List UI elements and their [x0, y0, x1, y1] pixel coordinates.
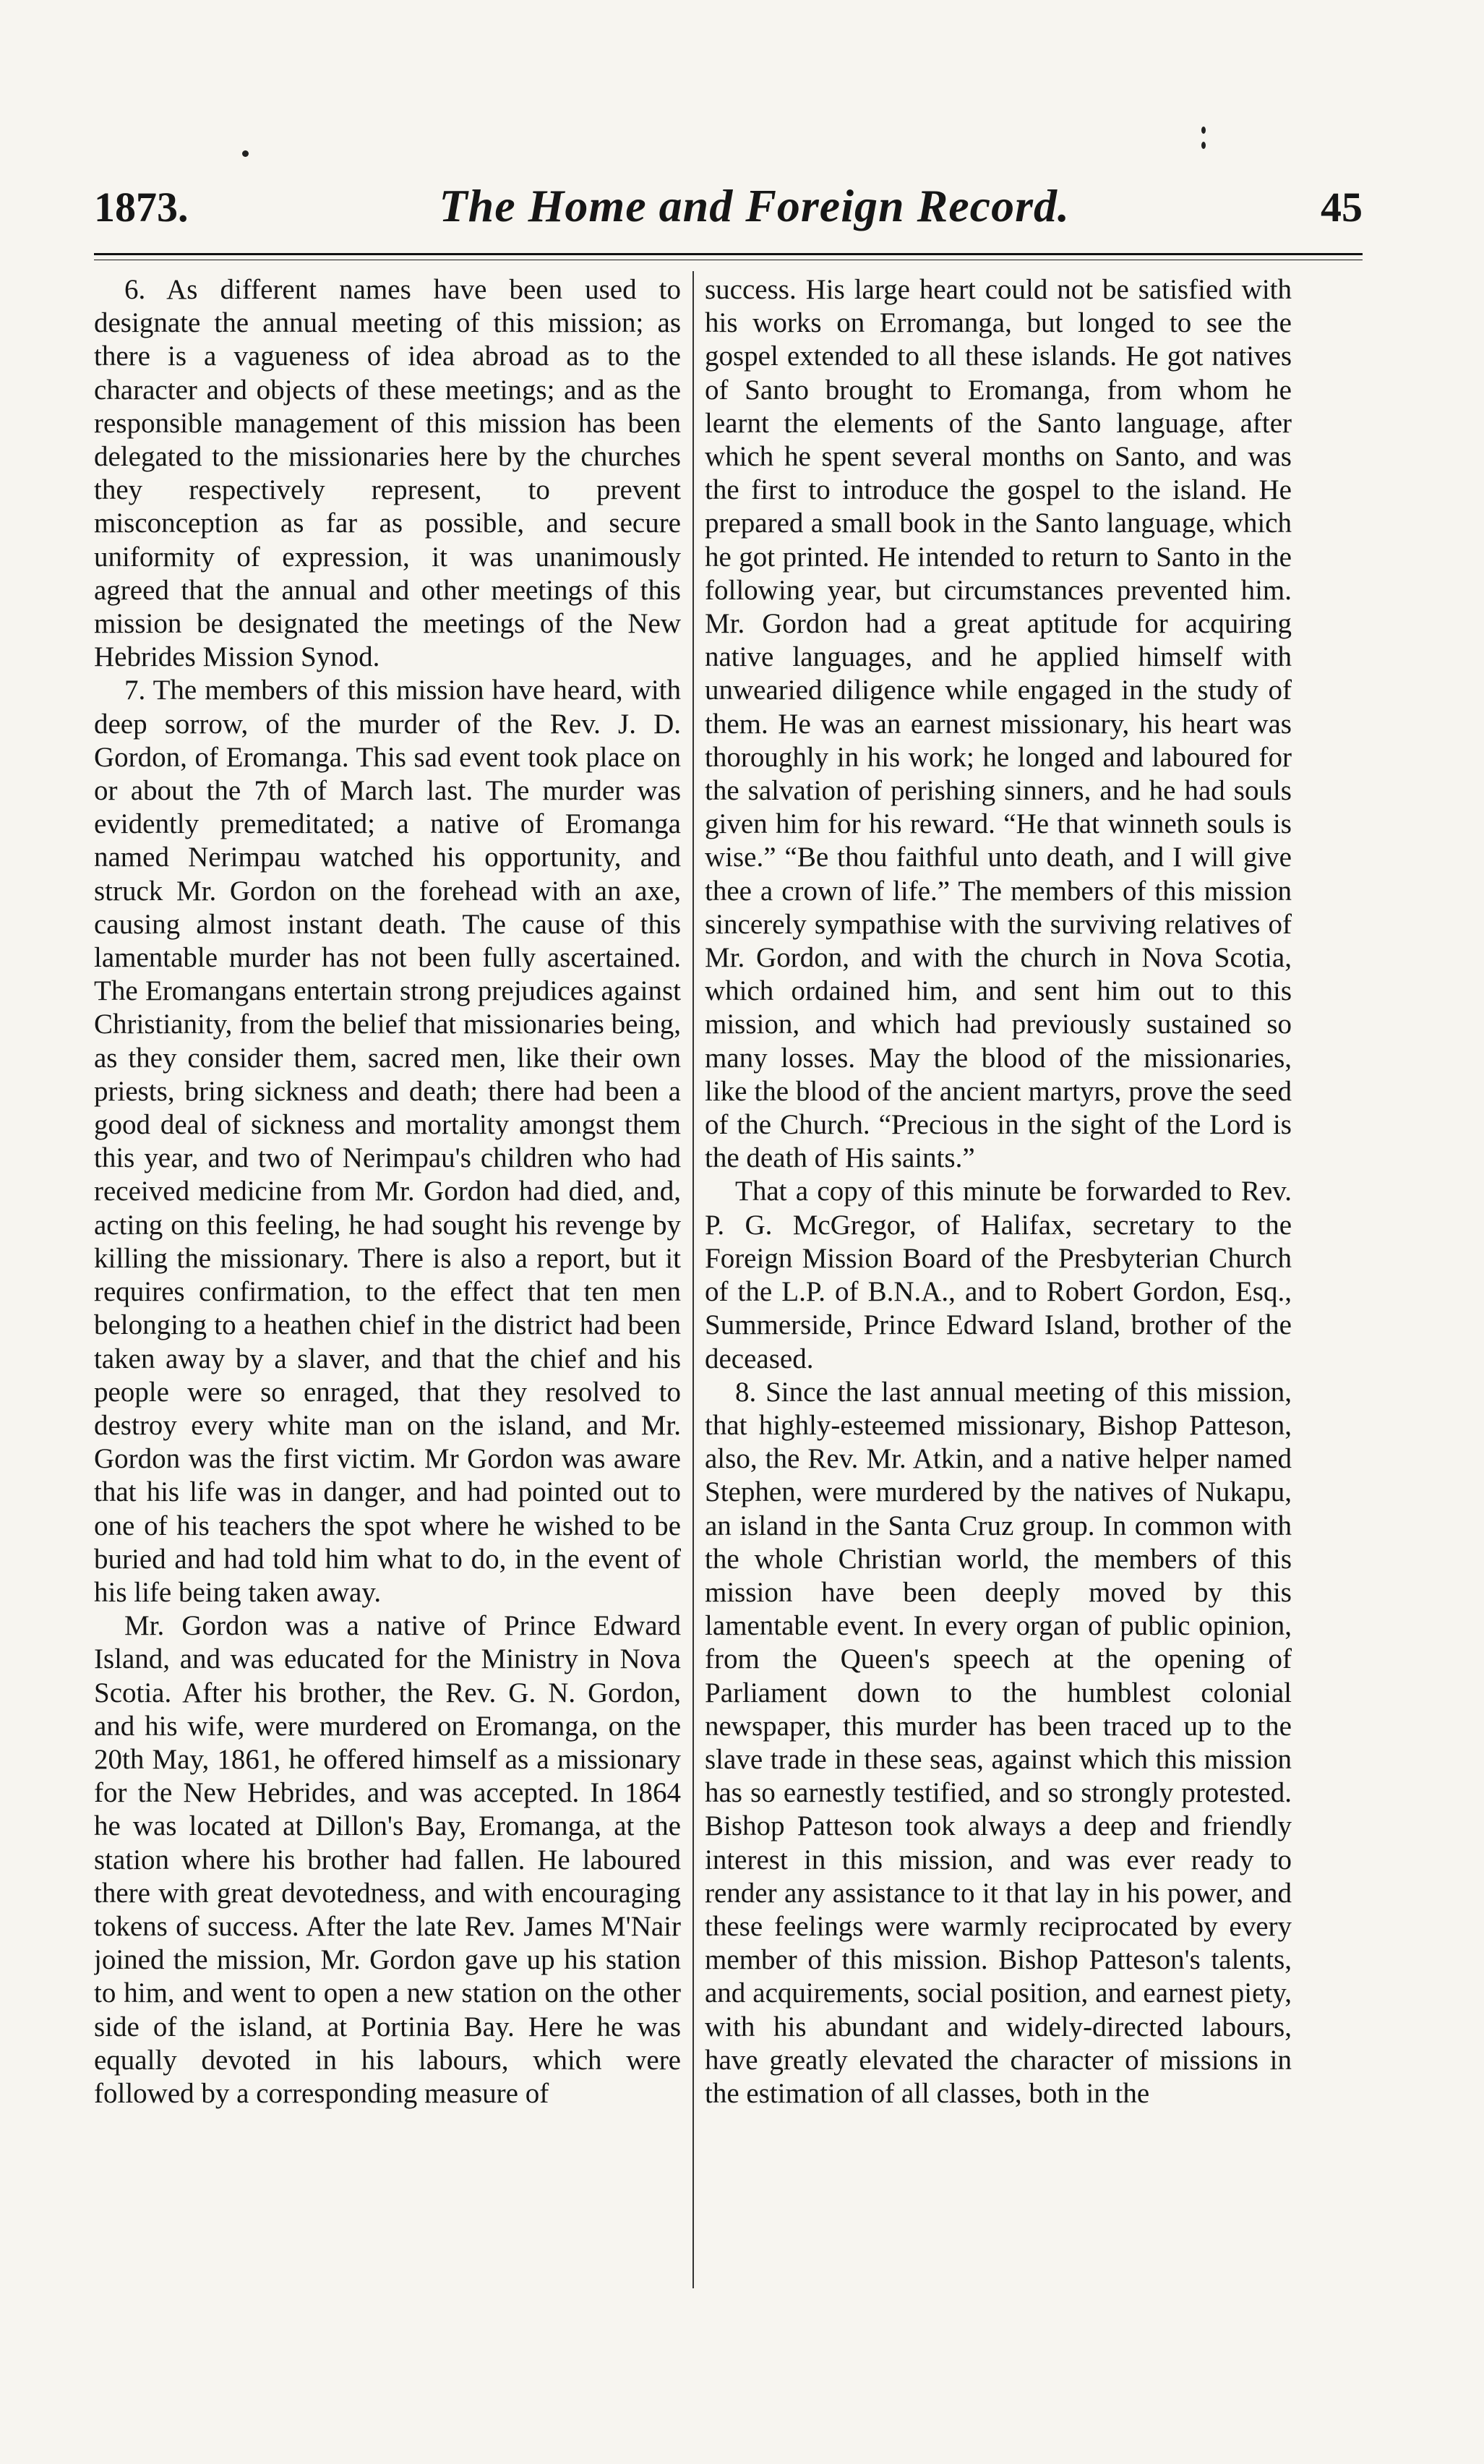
print-speck [1201, 127, 1206, 134]
paragraph-7: 7. The members of this mission have heard, with deep sorrow, of the murder of the Rev. J. D. Gordon, of Eromanga. This sad event took place on or about the 7th of March last. The murder was evidently premeditated; a native of Eromanga named Nerimpau watched his opportunity, and struck Mr. Gordon on the forehead with an axe, causing almost instant death. The cause of this lamentable murder has not been fully ascertained. The Eromangans entertain strong prejudices against Christianity, from the belief that missionaries being, as they consider them, sacred men, like their own priests, bring sickness and death; there had been a good deal of sickness and mortality amongst them this year, and two of Nerimpau's children who had received medicine from Mr. Gordon had died, and, acting on this feeling, he had sought his revenge by killing the missionary. There is also a report, but it requires confirmation, to the effect that ten men belonging to a heathen chief in the district had been taken away by a slaver, and that the chief and his people were so enraged, that they resolved to destroy every white man on the island, and Mr. Gordon was the first victim. Mr Gordon was aware that his life was in danger, and had pointed out to one of his teachers the spot where he wished to be buried and had told him what to do, in the event of his life being taken away. [94, 675, 681, 1608]
paragraph-continuation: success. His large heart could not be satisfied with his works on Erromanga, but longed to see the gospel extended to all these islands. He got natives of Santo brought to Eromanga, from whom he learnt the elements of the Santo language, after which he spent several months on Santo, and was the first to introduce the gospel to the island. He prepared a small book in the Santo language, which he got printed. He intended to return to Santo in the following year, but circumstances prevented him. Mr. Gordon had a great aptitude for acquiring native languages, and he applied himself with unwearied diligence while engaged in the study of them. He was an earnest missionary, his heart was thoroughly in his work; he longed and laboured for the salvation of perishing sinners, and he had souls given him for his reward. “He that winneth souls is wise.” “Be thou faithful unto death, and I will give thee a crown of life.” The members of this mission sincerely sympathise with the surviving relatives of Mr. Gordon, and with the church in Nova Scotia, which ordained him, and sent him out to this mission, and which had previously sustained so many losses. May the blood of the missionaries, like the blood of the ancient martyrs, prove the seed of the Church. “Precious in the sight of the Lord is the death of His saints.” [705, 274, 1292, 1174]
running-header [94, 179, 1363, 244]
column-divider [692, 271, 694, 2288]
header-rule [94, 253, 1363, 260]
journal-title: The Home and Foreign Record. [439, 180, 1070, 231]
paragraph-8: 8. Since the last annual meeting of this mission, that highly-esteemed missionary, Bishop Patteson, also, the Rev. Mr. Atkin, and a native helper named Stephen, were murdered by the natives of Nukapu, an island in the Santa Cruz group. In common with the whole Christian world, the members of this mission have been deeply moved by this lamentable event. In every organ of public opinion, from the Queen's speech at the opening of Parliament down to the humblest colonial newspaper, this murder has been traced up to the slave trade in these seas, against which this mission has so earnestly testified, and so strongly protested. Bishop Patteson took always a deep and friendly interest in this mission, and was ever ready to render any assistance to it that lay in his power, and these feelings were warmly reciprocated by every member of this mission. Bishop Patteson's talents, and acquirements, social position, and earnest piety, with his abundant and widely-directed labours, have greatly elevated the character of missions in the estimation of all classes, both in the [705, 1376, 1292, 2109]
paragraph-gordon-biography: Mr. Gordon was a native of Prince Edward Island, and was educated for the Ministry in Nova Scotia. After his brother, the Rev. G. N. Gordon, and his wife, were murdered on Eromanga, on the 20th May, 1861, he offered himself as a missionary for the New Hebrides, and was accepted. In 1864 he was located at Dillon's Bay, Eromanga, at the station where his brother had fallen. He laboured there with great devotedness, and with encouraging tokens of success. After the late Rev. James M'Nair joined the mission, Mr. Gordon gave up his station to him, and went to open a new station on the other side of the island, at Portinia Bay. Here he was equally devoted in his labours, which were followed by a corresponding measure of [94, 1610, 681, 2109]
left-column [94, 273, 681, 2290]
paragraph-6: 6. As different names have been used to designate the annual meeting of this mission; as there is a vagueness of idea abroad as to the character and objects of these meetings; and as the responsible management of this mission has been delegated to the missionaries here by the churches they respectively represent, to prevent misconception as far as possible, and secure uniformity of expression, it was unanimously agreed that the annual and other meetings of this mission be designated the meetings of the New Hebrides Mission Synod. [94, 274, 681, 673]
print-speck [1201, 142, 1206, 149]
page-number: 45 [1321, 184, 1363, 231]
print-speck [242, 150, 249, 157]
paragraph-minute-forwarded: That a copy of this minute be forwarded to Rev. P. G. McGregor, of Halifax, secretary to the Foreign Mission Board of the Presbyterian Church of the L.P. of B.N.A., and to Robert Gordon, Esq., Summerside, Prince Edward Island, brother of the deceased. [705, 1176, 1292, 1374]
header-year: 1873. [94, 184, 189, 231]
right-column [705, 273, 1292, 2290]
